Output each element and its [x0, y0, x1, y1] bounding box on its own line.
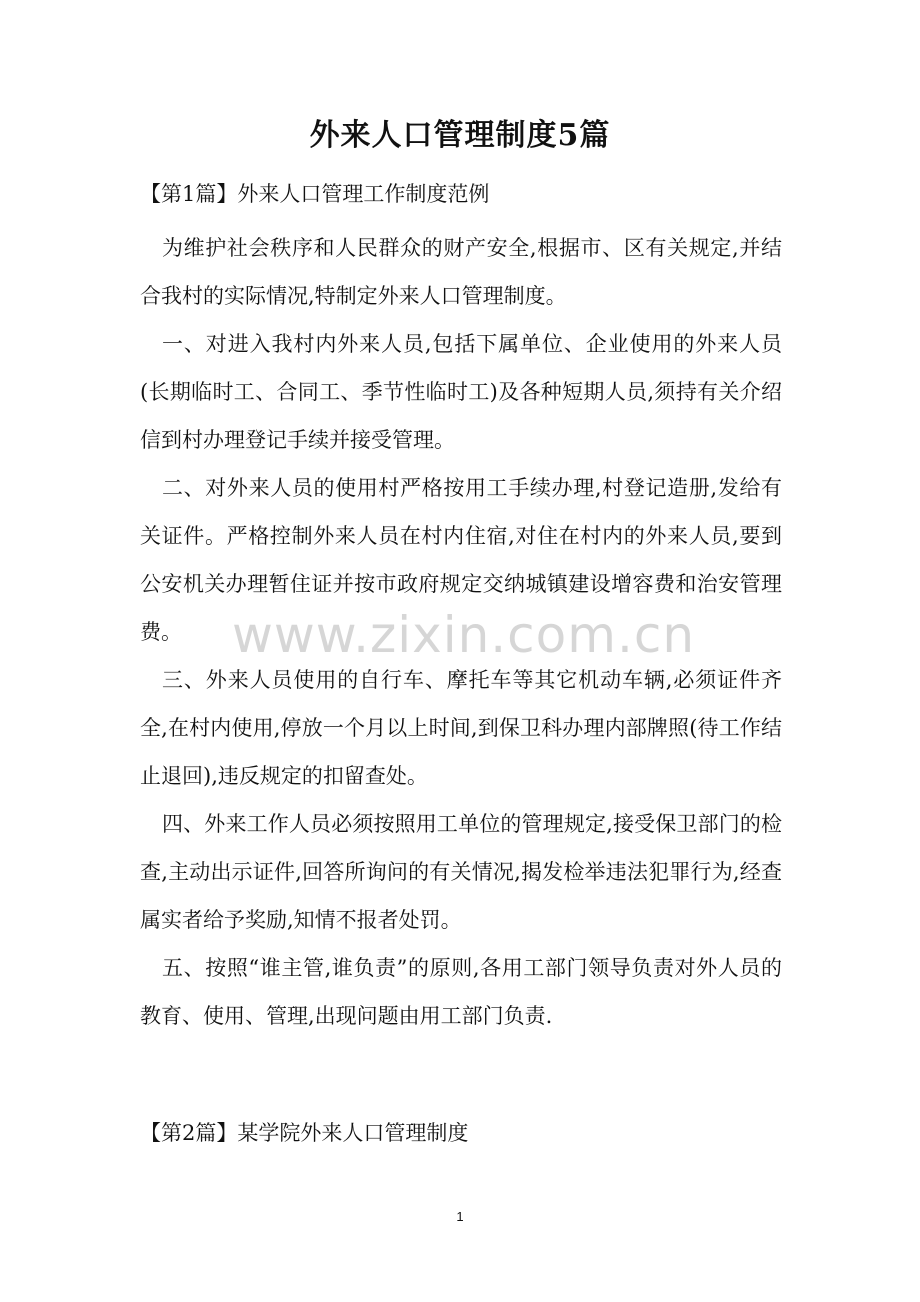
document-title: 外来人口管理制度5篇 — [309, 118, 611, 153]
section-1-paragraph-4: 四、外来工作人员必须按照用工单位的管理规定,接受保卫部门的检查,主动出示证件,回答所询问的有关情况,揭发检举违法犯罪行为,经查属实者给予奖励,知情不报者处罚。 — [140, 812, 782, 932]
watermark: www.zixin.com.cn — [232, 606, 696, 664]
section-2-heading: 【第2篇】某学院外来人口管理制度 — [140, 1121, 469, 1145]
page-number: 1 — [456, 1209, 464, 1224]
section-1-paragraph-5: 五、按照“谁主管,谁负责”的原则,各用工部门领导负责对外人员的教育、使用、管理,出现问题由用工部门负责. — [140, 956, 782, 1028]
section-1-heading: 【第1篇】外来人口管理工作制度范例 — [140, 182, 490, 206]
section-1-paragraph-3: 三、外来人员使用的自行车、摩托车等其它机动车辆,必须证件齐全,在村内使用,停放一个月以上时间,到保卫科办理内部牌照(待工作结止退回),违反规定的扣留查处。 — [140, 668, 782, 788]
section-1-paragraph-1: 一、对进入我村内外来人员,包括下属单位、企业使用的外来人员(长期临时工、合同工、季节性临时工)及各种短期人员,须持有关介绍信到村办理登记手续并接受管理。 — [140, 332, 782, 452]
section-1-paragraph-intro: 为维护社会秩序和人民群众的财产安全,根据市、区有关规定,并结合我村的实际情况,特制定外来人口管理制度。 — [140, 236, 782, 308]
section-1-paragraph-2: 二、对外来人员的使用村严格按用工手续办理,村登记造册,发给有关证件。严格控制外来人员在村内住宿,对住在村内的外来人员,要到公安机关办理暂住证并按市政府规定交纳城镇建设增容费和治安管理费。 — [140, 476, 782, 644]
